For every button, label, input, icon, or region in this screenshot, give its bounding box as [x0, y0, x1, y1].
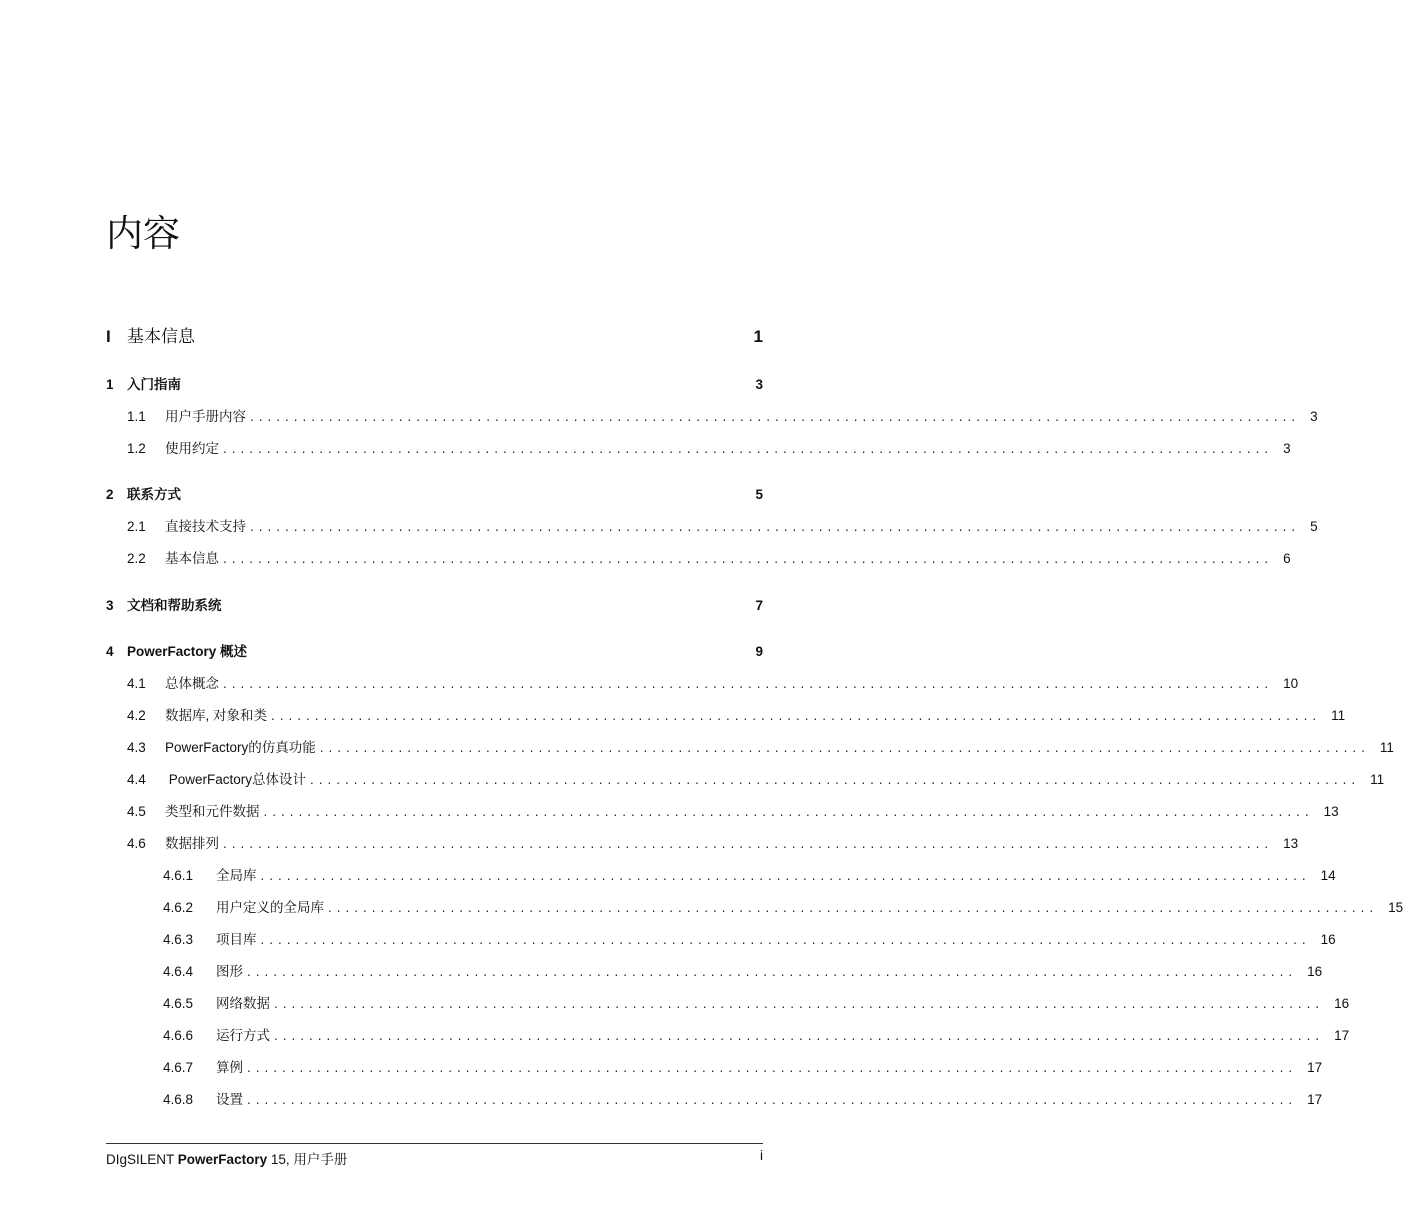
toc-number: 4.6.1: [163, 868, 194, 883]
toc-leader-dots: ........................................................................................................................: [223, 441, 1274, 456]
toc-label: PowerFactory总体设计: [165, 772, 307, 787]
toc-number: 4.1: [127, 676, 146, 691]
toc-page: 13: [1323, 804, 1339, 819]
toc-chapter-entry[interactable]: [106, 640, 763, 660]
toc-section-entry[interactable]: [127, 768, 1385, 788]
toc-page: 17: [1334, 1028, 1350, 1043]
page-title: 内容: [106, 212, 180, 255]
toc-leader-dots: ........................................................................................................................: [319, 740, 1370, 755]
toc-subsection-entry[interactable]: [163, 928, 1336, 948]
toc-section-entry[interactable]: [127, 704, 1346, 724]
toc-number: 1.1: [127, 409, 146, 424]
toc-label: 项目库: [216, 932, 257, 947]
toc-leader-dots: ........................................................................................................................: [274, 1028, 1325, 1043]
toc-number: 4.6.3: [163, 932, 194, 947]
toc-label: 数据库, 对象和类: [165, 708, 268, 723]
toc-chapter-entry[interactable]: [106, 594, 763, 614]
toc-section-entry[interactable]: [127, 832, 1299, 852]
toc-page: 6: [1283, 551, 1291, 566]
toc-page: 14: [1320, 868, 1336, 883]
toc-page: 7: [755, 598, 763, 613]
toc-leader-dots: ........................................................................................................................: [223, 676, 1274, 691]
toc-label: 设置: [216, 1092, 243, 1107]
toc-page: 16: [1334, 996, 1350, 1011]
toc-subsection-entry[interactable]: [163, 1056, 1323, 1076]
toc-label: 网络数据: [216, 996, 270, 1011]
toc-number: 4.6.8: [163, 1092, 194, 1107]
toc-label: 总体概念: [165, 676, 219, 691]
toc-label: 直接技术支持: [165, 519, 246, 534]
toc-page: 5: [1310, 519, 1318, 534]
toc-leader-dots: ........................................................................................................................: [260, 932, 1311, 947]
toc-subsection-entry[interactable]: [163, 960, 1323, 980]
toc-number: 2: [106, 487, 114, 502]
toc-number: 4.6.4: [163, 964, 194, 979]
toc-page: 11: [1379, 740, 1394, 755]
toc-leader-dots: ........................................................................................................................: [223, 836, 1274, 851]
toc-chapter-entry[interactable]: [106, 373, 763, 393]
toc-number: 4.2: [127, 708, 146, 723]
toc-number: 4.4: [127, 772, 146, 787]
toc-page: 11: [1370, 772, 1385, 787]
footer-rule: [106, 1143, 763, 1144]
toc-leader-dots: ........................................................................................................................: [247, 1092, 1298, 1107]
toc-leader-dots: ........................................................................................................................: [223, 551, 1274, 566]
toc-page: 5: [755, 487, 763, 502]
toc-number: 2.2: [127, 551, 146, 566]
toc-leader-dots: ........................................................................................................................: [310, 772, 1361, 787]
toc-label: 基本信息: [127, 327, 195, 346]
toc-subsection-entry[interactable]: [163, 1088, 1323, 1108]
toc-label: PowerFactory 概述: [127, 644, 248, 659]
toc-number: 4.6: [127, 836, 146, 851]
toc-label: 用户手册内容: [165, 409, 246, 424]
toc-number: 4.6.7: [163, 1060, 194, 1075]
toc-number: I: [106, 327, 111, 346]
toc-page: 11: [1331, 708, 1346, 723]
toc-leader-dots: ........................................................................................................................: [328, 900, 1379, 915]
toc-page: 1: [753, 327, 763, 346]
toc-subsection-entry[interactable]: [163, 1024, 1350, 1044]
page-footer: [106, 1148, 763, 1168]
toc-label: 算例: [216, 1060, 243, 1075]
toc-leader-dots: ........................................................................................................................: [260, 868, 1311, 883]
toc-subsection-entry[interactable]: [163, 864, 1336, 884]
toc-label: 入门指南: [127, 377, 181, 392]
toc-leader-dots: ........................................................................................................................: [263, 804, 1314, 819]
toc-page: 15: [1388, 900, 1403, 915]
toc-label: PowerFactory的仿真功能: [165, 740, 316, 755]
toc-section-entry[interactable]: [127, 672, 1299, 692]
toc-label: 图形: [216, 964, 243, 979]
toc-page: 13: [1283, 836, 1299, 851]
toc-page: 17: [1307, 1092, 1323, 1107]
toc-subsection-entry[interactable]: [163, 896, 1403, 916]
toc-leader-dots: ........................................................................................................................: [247, 1060, 1298, 1075]
toc-number: 4.5: [127, 804, 146, 819]
toc-leader-dots: ........................................................................................................................: [250, 519, 1301, 534]
toc-page: 16: [1307, 964, 1323, 979]
toc-number: 1: [106, 377, 114, 392]
toc-chapter-entry[interactable]: [106, 483, 763, 503]
toc-number: 4: [106, 644, 114, 659]
toc-label: 类型和元件数据: [165, 804, 260, 819]
toc-subsection-entry[interactable]: [163, 992, 1350, 1012]
toc-number: 4.6.5: [163, 996, 194, 1011]
toc-number: 1.2: [127, 441, 146, 456]
toc-number: 4.6.6: [163, 1028, 194, 1043]
toc-section-entry[interactable]: [127, 405, 1318, 425]
toc-leader-dots: ........................................................................................................................: [250, 409, 1301, 424]
footer-rest: 15, 用户手册: [267, 1152, 348, 1167]
toc-section-entry[interactable]: [127, 547, 1291, 567]
toc-leader-dots: ........................................................................................................................: [247, 964, 1298, 979]
toc-label: 用户定义的全局库: [216, 900, 324, 915]
toc-page: 3: [755, 377, 763, 392]
toc-label: 基本信息: [165, 551, 219, 566]
toc-label: 运行方式: [216, 1028, 270, 1043]
footer-page-number: i: [760, 1148, 763, 1163]
footer-company: DIgSILENT: [106, 1152, 175, 1167]
toc-number: 4.6.2: [163, 900, 194, 915]
toc-number: 4.3: [127, 740, 146, 755]
toc-label: 数据排列: [165, 836, 219, 851]
toc-label: 全局库: [216, 868, 257, 883]
toc-section-entry[interactable]: [127, 437, 1291, 457]
toc-page: 3: [1283, 441, 1291, 456]
toc-page: 3: [1310, 409, 1318, 424]
toc-page: 16: [1320, 932, 1336, 947]
toc-part-entry[interactable]: [106, 322, 763, 347]
footer-doc-title: [106, 1148, 347, 1168]
toc-label: 使用约定: [165, 441, 219, 456]
footer-product: PowerFactory: [177, 1152, 268, 1167]
toc-label: 文档和帮助系统: [127, 598, 222, 613]
toc-page: 17: [1307, 1060, 1323, 1075]
toc-number: 3: [106, 598, 114, 613]
toc-leader-dots: ........................................................................................................................: [271, 708, 1322, 723]
toc-section-entry[interactable]: [127, 736, 1394, 756]
toc-number: 2.1: [127, 519, 146, 534]
toc-page: 9: [755, 644, 763, 659]
toc-label: 联系方式: [127, 487, 181, 502]
toc-leader-dots: ........................................................................................................................: [274, 996, 1325, 1011]
toc-page: 10: [1283, 676, 1299, 691]
toc-section-entry[interactable]: [127, 515, 1318, 535]
toc-section-entry[interactable]: [127, 800, 1339, 820]
